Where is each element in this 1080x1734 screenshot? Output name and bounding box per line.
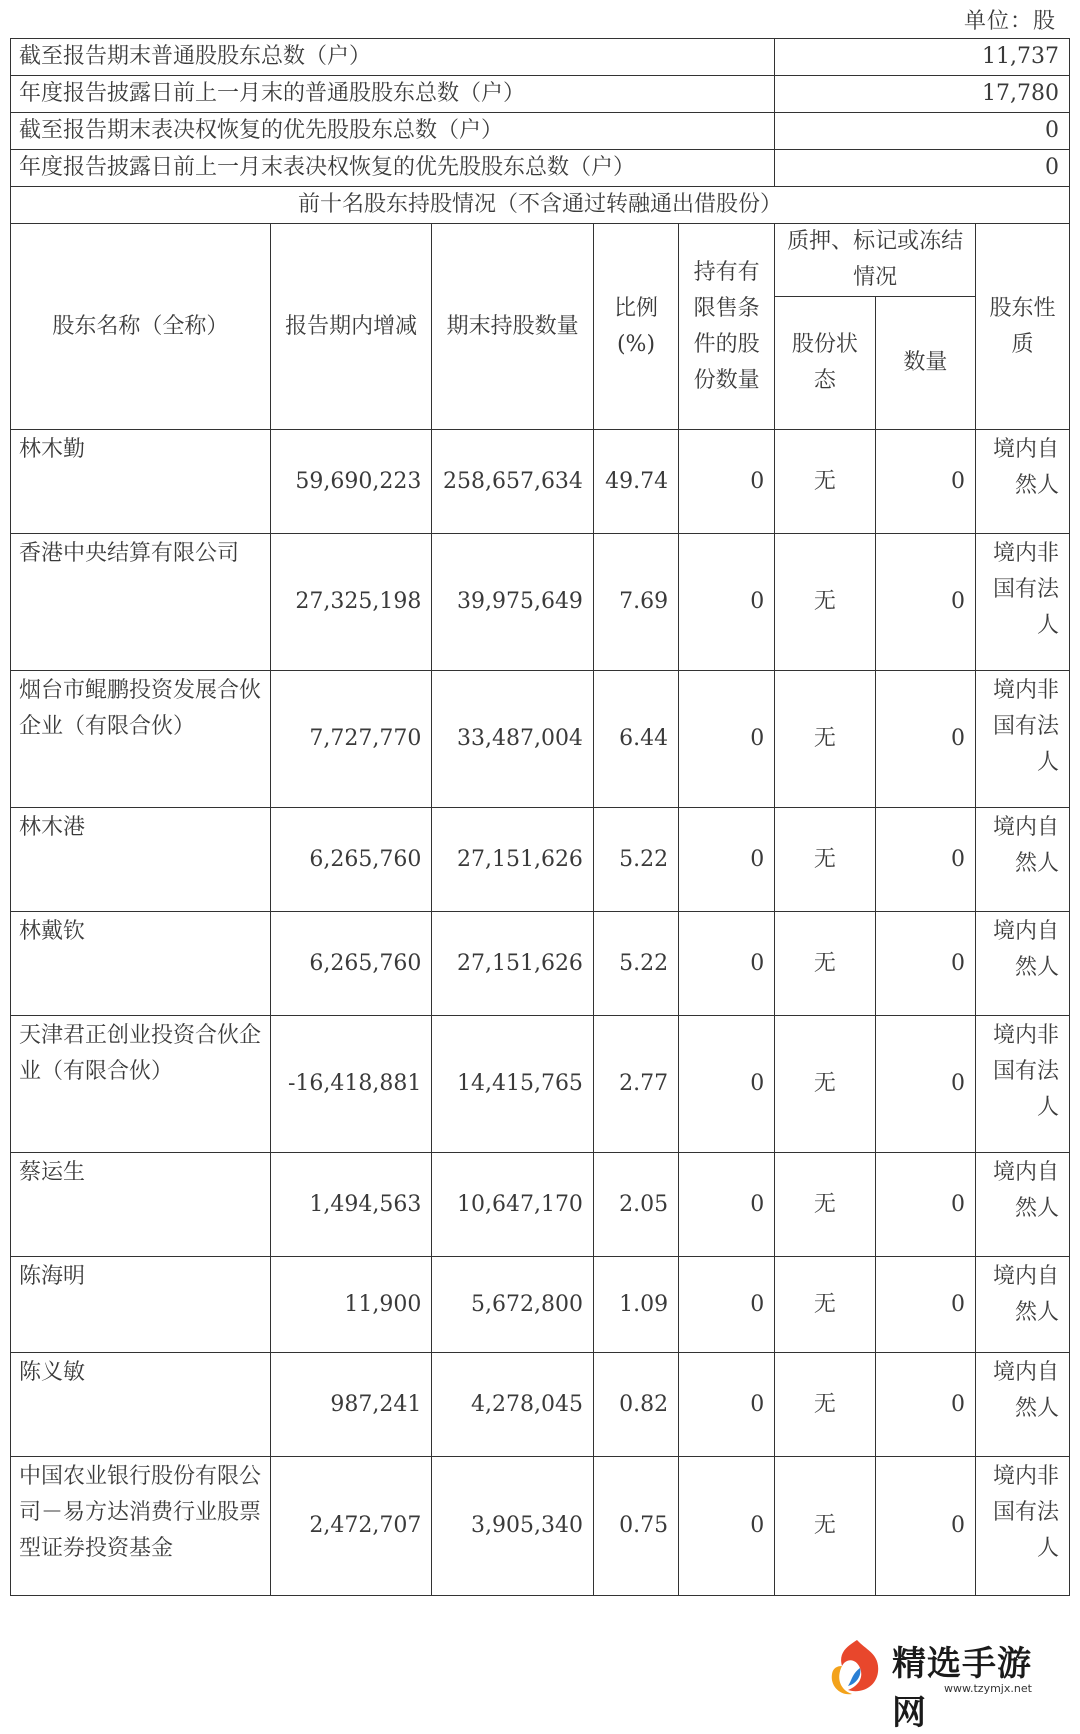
watermark-url: www.tzymjx.net <box>944 1682 1032 1695</box>
ratio-cell: 0.82 <box>593 1353 678 1457</box>
summary-value: 0 <box>775 150 1070 187</box>
summary-value: 17,780 <box>775 76 1070 113</box>
restricted-cell: 0 <box>679 671 775 808</box>
table-row <box>11 1257 1070 1353</box>
ratio-cell: 5.22 <box>593 912 678 1016</box>
restricted-cell: 0 <box>679 534 775 671</box>
ratio-cell: 5.22 <box>593 808 678 912</box>
header-holding: 期末持股数量 <box>432 224 594 430</box>
pledge-qty-cell: 0 <box>875 1257 975 1353</box>
ratio-cell: 0.75 <box>593 1457 678 1596</box>
shareholder-name: 林木港 <box>11 808 271 912</box>
pledge-qty-cell: 0 <box>875 912 975 1016</box>
change-cell: 59,690,223 <box>270 430 432 534</box>
table-row <box>11 1353 1070 1457</box>
ratio-cell: 2.05 <box>593 1153 678 1257</box>
summary-label: 截至报告期末表决权恢复的优先股股东总数（户） <box>11 113 775 150</box>
restricted-cell: 0 <box>679 1457 775 1596</box>
change-cell: 27,325,198 <box>270 534 432 671</box>
holding-cell: 4,278,045 <box>432 1353 594 1457</box>
header-nature: 股东性质 <box>976 224 1070 430</box>
table-row <box>11 534 1070 671</box>
shareholder-name: 香港中央结算有限公司 <box>11 534 271 671</box>
nature-cell: 境内非国有法人 <box>976 1016 1070 1153</box>
holding-cell: 27,151,626 <box>432 912 594 1016</box>
change-cell: -16,418,881 <box>270 1016 432 1153</box>
header-pledge-qty: 数量 <box>875 297 975 430</box>
header-name: 股东名称（全称） <box>11 224 271 430</box>
change-cell: 7,727,770 <box>270 671 432 808</box>
summary-label: 年度报告披露日前上一月末的普通股股东总数（户） <box>11 76 775 113</box>
table-row <box>11 808 1070 912</box>
pledge-qty-cell: 0 <box>875 1016 975 1153</box>
change-cell: 6,265,760 <box>270 808 432 912</box>
unit-label: 单位：股 <box>963 9 1056 34</box>
shareholder-name: 烟台市鲲鹏投资发展合伙企业（有限合伙） <box>11 671 271 808</box>
pledge-status-cell: 无 <box>775 430 875 534</box>
watermark-logo <box>826 1632 1066 1733</box>
pledge-qty-cell: 0 <box>875 534 975 671</box>
pledge-status-cell: 无 <box>775 1353 875 1457</box>
holding-cell: 39,975,649 <box>432 534 594 671</box>
table-row <box>11 1153 1070 1257</box>
summary-value: 11,737 <box>775 39 1070 76</box>
section-title: 前十名股东持股情况（不含通过转融通出借股份） <box>11 187 1070 224</box>
pledge-status-cell: 无 <box>775 1016 875 1153</box>
pledge-status-cell: 无 <box>775 808 875 912</box>
summary-label: 截至报告期末普通股股东总数（户） <box>11 39 775 76</box>
ratio-cell: 2.77 <box>593 1016 678 1153</box>
pledge-status-cell: 无 <box>775 912 875 1016</box>
nature-cell: 境内非国有法人 <box>976 1457 1070 1596</box>
shareholder-name: 陈海明 <box>11 1257 271 1353</box>
summary-row <box>11 113 1070 150</box>
nature-cell: 境内自然人 <box>976 430 1070 534</box>
holding-cell: 27,151,626 <box>432 808 594 912</box>
holding-cell: 3,905,340 <box>432 1457 594 1596</box>
pledge-qty-cell: 0 <box>875 430 975 534</box>
holding-cell: 10,647,170 <box>432 1153 594 1257</box>
watermark-text: 精选手游网 <box>892 1644 1032 1733</box>
shareholder-name: 中国农业银行股份有限公司－易方达消费行业股票型证券投资基金 <box>11 1457 271 1596</box>
pledge-status-cell: 无 <box>775 1257 875 1353</box>
pledge-status-cell: 无 <box>775 1153 875 1257</box>
restricted-cell: 0 <box>679 1016 775 1153</box>
holding-cell: 5,672,800 <box>432 1257 594 1353</box>
pledge-status-cell: 无 <box>775 1457 875 1596</box>
table-row <box>11 1457 1070 1596</box>
pledge-qty-cell: 0 <box>875 808 975 912</box>
change-cell: 1,494,563 <box>270 1153 432 1257</box>
change-cell: 11,900 <box>270 1257 432 1353</box>
header-pledge-status: 股份状态 <box>775 297 875 430</box>
nature-cell: 境内自然人 <box>976 1153 1070 1257</box>
shareholder-name: 林木勤 <box>11 430 271 534</box>
nature-cell: 境内非国有法人 <box>976 671 1070 808</box>
change-cell: 2,472,707 <box>270 1457 432 1596</box>
summary-row <box>11 76 1070 113</box>
restricted-cell: 0 <box>679 1153 775 1257</box>
shareholder-name: 蔡运生 <box>11 1153 271 1257</box>
restricted-cell: 0 <box>679 1353 775 1457</box>
nature-cell: 境内自然人 <box>976 1257 1070 1353</box>
restricted-cell: 0 <box>679 808 775 912</box>
pledge-qty-cell: 0 <box>875 1153 975 1257</box>
change-cell: 6,265,760 <box>270 912 432 1016</box>
nature-cell: 境内非国有法人 <box>976 534 1070 671</box>
ratio-cell: 1.09 <box>593 1257 678 1353</box>
watermark-logo-icon <box>828 1636 886 1698</box>
change-cell: 987,241 <box>270 1353 432 1457</box>
header-pledge: 质押、标记或冻结情况 <box>775 224 976 297</box>
pledge-status-cell: 无 <box>775 534 875 671</box>
pledge-qty-cell: 0 <box>875 1457 975 1596</box>
ratio-cell: 6.44 <box>593 671 678 808</box>
shareholder-name: 天津君正创业投资合伙企业（有限合伙） <box>11 1016 271 1153</box>
holding-cell: 33,487,004 <box>432 671 594 808</box>
shareholder-name: 林戴钦 <box>11 912 271 1016</box>
summary-label: 年度报告披露日前上一月末表决权恢复的优先股股东总数（户） <box>11 150 775 187</box>
pledge-qty-cell: 0 <box>875 1353 975 1457</box>
table-row <box>11 430 1070 534</box>
summary-row <box>11 150 1070 187</box>
holding-cell: 14,415,765 <box>432 1016 594 1153</box>
header-change: 报告期内增减 <box>270 224 432 430</box>
nature-cell: 境内自然人 <box>976 808 1070 912</box>
table-row <box>11 671 1070 808</box>
summary-row <box>11 39 1070 76</box>
nature-cell: 境内自然人 <box>976 1353 1070 1457</box>
pledge-qty-cell: 0 <box>875 671 975 808</box>
restricted-cell: 0 <box>679 430 775 534</box>
shareholder-name: 陈义敏 <box>11 1353 271 1457</box>
ratio-cell: 49.74 <box>593 430 678 534</box>
table-row <box>11 1016 1070 1153</box>
header-restricted: 持有有限售条件的股份数量 <box>679 224 775 430</box>
holding-cell: 258,657,634 <box>432 430 594 534</box>
shareholder-table <box>10 38 1070 1596</box>
nature-cell: 境内自然人 <box>976 912 1070 1016</box>
restricted-cell: 0 <box>679 1257 775 1353</box>
header-ratio: 比例(%) <box>593 224 678 430</box>
restricted-cell: 0 <box>679 912 775 1016</box>
summary-value: 0 <box>775 113 1070 150</box>
table-row <box>11 912 1070 1016</box>
pledge-status-cell: 无 <box>775 671 875 808</box>
ratio-cell: 7.69 <box>593 534 678 671</box>
